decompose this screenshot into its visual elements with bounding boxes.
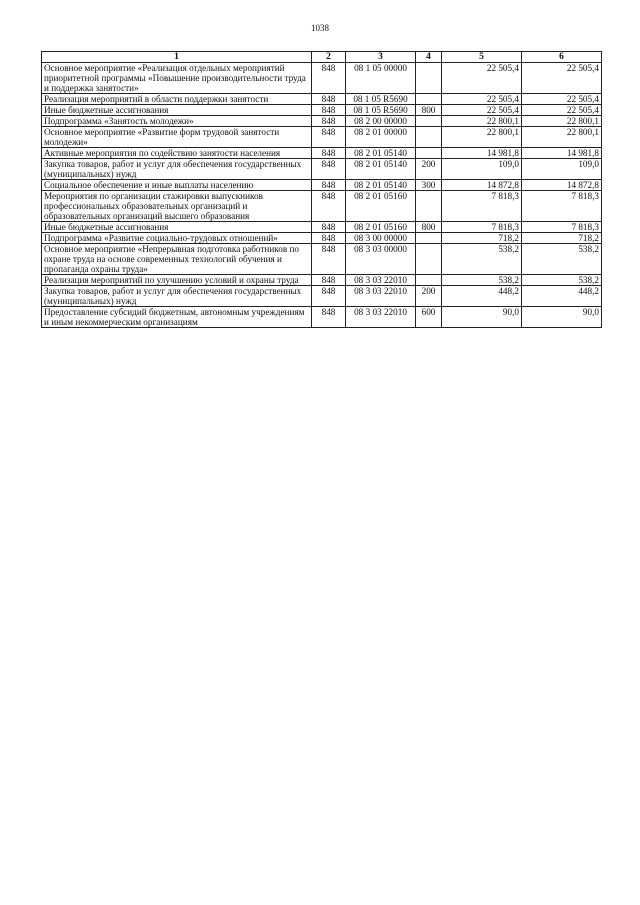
row-grbs-cell: 848 [312, 191, 346, 222]
row-csr-cell: 08 2 01 05140 [346, 180, 416, 191]
row-vr-cell [416, 63, 442, 94]
row-grbs-cell: 848 [312, 286, 346, 307]
row-grbs-cell: 848 [312, 244, 346, 275]
row-vr-cell: 800 [416, 222, 442, 233]
row-sum1-cell: 22 505,4 [442, 94, 522, 105]
row-vr-cell: 300 [416, 180, 442, 191]
table-row [42, 94, 602, 105]
row-csr-cell: 08 3 00 00000 [346, 233, 416, 244]
row-grbs-cell: 848 [312, 105, 346, 116]
row-name-cell: Подпрограмма «Развитие социально-трудовых отношений» [42, 233, 312, 244]
column-header-1: 1 [42, 52, 312, 63]
row-grbs-cell: 848 [312, 116, 346, 127]
row-sum2-cell: 109,0 [522, 159, 602, 180]
row-sum1-cell: 718,2 [442, 233, 522, 244]
row-csr-cell: 08 2 01 05160 [346, 222, 416, 233]
table-row [42, 159, 602, 180]
row-sum2-cell: 538,2 [522, 275, 602, 286]
row-sum2-cell: 538,2 [522, 244, 602, 275]
table-row [42, 286, 602, 307]
row-sum1-cell: 448,2 [442, 286, 522, 307]
row-vr-cell: 200 [416, 286, 442, 307]
row-name-cell: Основное мероприятие «Непрерывная подготовка работников по охране труда на основе современных технологий обучения и пропаганда охраны труда» [42, 244, 312, 275]
row-sum1-cell: 7 818,3 [442, 191, 522, 222]
row-sum2-cell: 22 800,1 [522, 127, 602, 148]
row-vr-cell [416, 116, 442, 127]
row-grbs-cell: 848 [312, 180, 346, 191]
row-csr-cell: 08 3 03 22010 [346, 275, 416, 286]
row-vr-cell: 200 [416, 159, 442, 180]
row-vr-cell [416, 233, 442, 244]
row-name-cell: Мероприятия по организации стажировки выпускников профессиональных образовательных организаций и образовательных организаций высшего образования [42, 191, 312, 222]
row-name-cell: Основное мероприятие «Реализация отдельных мероприятий приоритетной программы «Повышение производительности труда и поддержка занятости» [42, 63, 312, 94]
column-header-5: 5 [442, 52, 522, 63]
row-name-cell: Закупка товаров, работ и услуг для обеспечения государственных (муниципальных) нужд [42, 159, 312, 180]
row-name-cell: Основное мероприятие «Развитие форм трудовой занятости молодежи» [42, 127, 312, 148]
row-sum2-cell: 22 505,4 [522, 105, 602, 116]
row-sum1-cell: 22 800,1 [442, 127, 522, 148]
row-grbs-cell: 848 [312, 233, 346, 244]
row-vr-cell: 800 [416, 105, 442, 116]
table-row [42, 63, 602, 94]
row-sum1-cell: 7 818,3 [442, 222, 522, 233]
row-sum2-cell: 7 818,3 [522, 222, 602, 233]
budget-table [41, 51, 602, 328]
row-csr-cell: 08 3 03 22010 [346, 286, 416, 307]
row-vr-cell [416, 244, 442, 275]
row-sum1-cell: 538,2 [442, 244, 522, 275]
row-grbs-cell: 848 [312, 148, 346, 159]
row-sum2-cell: 14 872,8 [522, 180, 602, 191]
row-csr-cell: 08 2 01 00000 [346, 127, 416, 148]
table-row [42, 116, 602, 127]
row-vr-cell [416, 191, 442, 222]
row-sum2-cell: 90,0 [522, 307, 602, 328]
row-csr-cell: 08 1 05 R5690 [346, 105, 416, 116]
table-row [42, 244, 602, 275]
row-sum1-cell: 22 505,4 [442, 63, 522, 94]
column-header-3: 3 [346, 52, 416, 63]
row-name-cell: Реализация мероприятий по улучшению условий и охраны труда [42, 275, 312, 286]
row-csr-cell: 08 2 00 00000 [346, 116, 416, 127]
row-grbs-cell: 848 [312, 159, 346, 180]
table-row [42, 127, 602, 148]
row-sum2-cell: 718,2 [522, 233, 602, 244]
row-sum1-cell: 109,0 [442, 159, 522, 180]
table-row [42, 275, 602, 286]
row-name-cell: Социальное обеспечение и иные выплаты населению [42, 180, 312, 191]
row-grbs-cell: 848 [312, 94, 346, 105]
table-row [42, 148, 602, 159]
row-name-cell: Иные бюджетные ассигнования [42, 105, 312, 116]
row-sum1-cell: 22 800,1 [442, 116, 522, 127]
row-vr-cell: 600 [416, 307, 442, 328]
table-header-row [42, 52, 602, 63]
row-name-cell: Подпрограмма «Занятость молодежи» [42, 116, 312, 127]
row-vr-cell [416, 94, 442, 105]
row-sum2-cell: 7 818,3 [522, 191, 602, 222]
row-csr-cell: 08 1 05 00000 [346, 63, 416, 94]
row-csr-cell: 08 3 03 00000 [346, 244, 416, 275]
column-header-6: 6 [522, 52, 602, 63]
row-name-cell: Иные бюджетные ассигнования [42, 222, 312, 233]
row-vr-cell [416, 148, 442, 159]
row-name-cell: Реализация мероприятий в области поддержки занятости [42, 94, 312, 105]
table-row [42, 233, 602, 244]
row-csr-cell: 08 3 03 22010 [346, 307, 416, 328]
row-vr-cell [416, 275, 442, 286]
row-sum2-cell: 14 981,8 [522, 148, 602, 159]
table-row [42, 180, 602, 191]
row-vr-cell [416, 127, 442, 148]
row-csr-cell: 08 2 01 05140 [346, 148, 416, 159]
row-grbs-cell: 848 [312, 63, 346, 94]
row-sum1-cell: 22 505,4 [442, 105, 522, 116]
row-name-cell: Предоставление субсидий бюджетным, автономным учреждениям и иным некоммерческим организациям [42, 307, 312, 328]
row-sum1-cell: 90,0 [442, 307, 522, 328]
table-row [42, 307, 602, 328]
row-sum2-cell: 22 505,4 [522, 94, 602, 105]
row-sum1-cell: 14 981,8 [442, 148, 522, 159]
column-header-4: 4 [416, 52, 442, 63]
table-row [42, 191, 602, 222]
row-sum2-cell: 22 800,1 [522, 116, 602, 127]
row-sum1-cell: 538,2 [442, 275, 522, 286]
row-csr-cell: 08 2 01 05160 [346, 191, 416, 222]
row-grbs-cell: 848 [312, 222, 346, 233]
row-grbs-cell: 848 [312, 307, 346, 328]
row-grbs-cell: 848 [312, 275, 346, 286]
row-csr-cell: 08 2 01 05140 [346, 159, 416, 180]
page-number: 1038 [311, 23, 329, 33]
row-name-cell: Закупка товаров, работ и услуг для обеспечения государственных (муниципальных) нужд [42, 286, 312, 307]
table-row [42, 105, 602, 116]
row-name-cell: Активные мероприятия по содействию занятости населения [42, 148, 312, 159]
row-grbs-cell: 848 [312, 127, 346, 148]
row-sum2-cell: 22 505,4 [522, 63, 602, 94]
column-header-2: 2 [312, 52, 346, 63]
row-csr-cell: 08 1 05 R5690 [346, 94, 416, 105]
row-sum2-cell: 448,2 [522, 286, 602, 307]
row-sum1-cell: 14 872,8 [442, 180, 522, 191]
table-row [42, 222, 602, 233]
